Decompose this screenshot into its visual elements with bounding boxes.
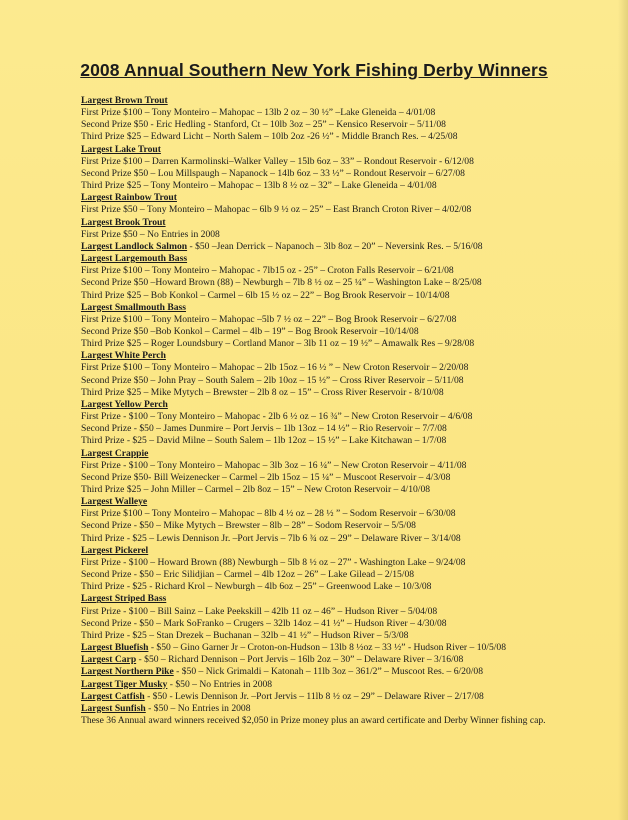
page-title: 2008 Annual Southern New York Fishing Derby Winners: [80, 60, 548, 80]
winner-entry: Second Prize - $50 – James Dunmire – Port Jervis – 1lb 13oz – 14 ½” – Rio Reservoir – 7/7/08: [81, 423, 447, 435]
winner-entry: First Prize $50 – No Entries in 2008: [81, 228, 220, 240]
category-line: [81, 691, 611, 703]
winner-entry: First Prize - $100 – Howard Brown (88) Newburgh – 5lb 8 ½ oz – 27” - Washington Lake – 9/24/08: [81, 556, 466, 568]
winners-list: [81, 95, 611, 727]
category-heading: Largest Crappie: [81, 447, 149, 459]
category-line: [81, 350, 611, 362]
category-heading: Largest Bluefish: [81, 642, 149, 654]
category-heading: Largest Tiger Musky: [81, 678, 168, 690]
winner-entry: First Prize $50 – Tony Monteiro – Mahopac – 6lb 9 ½ oz – 25” – East Branch Croton River – 4/02/08: [81, 204, 472, 216]
category-line: [81, 302, 611, 314]
category-line: [81, 217, 611, 229]
category-line: [81, 679, 611, 691]
category-heading: Largest Largemouth Bass: [81, 253, 188, 265]
category-line: [81, 399, 611, 411]
category-heading: Largest Brown Trout: [81, 95, 168, 106]
category-line: [81, 666, 611, 678]
winner-entry: First Prize - $100 – Tony Monteiro – Mahopac – 3lb 3oz – 16 ¼” – New Croton Reservoir – 4/11/08: [81, 459, 467, 471]
winner-entry: Second Prize $50 –Howard Brown (88) – Newburgh – 7lb 8 ½ oz – 25 ¼” – Washington Lake – 8/25/08: [81, 277, 482, 289]
category-line: [81, 703, 611, 715]
category-line: [81, 95, 611, 107]
winner-entry: Second Prize - $50 – Eric Silidjian – Carmel – 4lb 12oz – 26” – Lake Gilead – 2/15/08: [81, 569, 415, 581]
category-heading: Largest Catfish: [81, 690, 145, 702]
winner-entry: Third Prize $25 – Roger Loundsbury – Cortland Manor – 3lb 11 oz – 19 ½” – Amawalk Res – 9/28/08: [81, 338, 475, 350]
winner-entry: Third Prize $25 – Bob Konkol – Carmel – 6lb 15 ½ oz – 22” – Bog Brook Reservoir – 10/14/08: [81, 289, 450, 301]
category-line: [81, 448, 611, 460]
category-heading: Largest Rainbow Trout: [81, 192, 177, 204]
page-edge-shadow: [618, 0, 628, 820]
category-line: [81, 654, 611, 666]
winner-entry: First Prize $100 – Tony Monteiro – Mahopac –5lb 7 ½ oz – 22” – Bog Brook Reservoir – 6/27/08: [81, 313, 457, 325]
winner-entry: Third Prize $25 – Mike Mytych – Brewster – 2lb 8 oz – 15” – Cross River Reservoir - 8/10/08: [81, 386, 444, 398]
category-heading: Largest Lake Trout: [81, 143, 161, 155]
category-heading: Largest Brook Trout: [81, 216, 166, 228]
winner-entry: First Prize $100 – Tony Monteiro – Mahopac – 13lb 2 oz – 30 ½” –Lake Gleneida – 4/01/08: [81, 107, 436, 119]
category-heading: Largest Walleye: [81, 496, 148, 508]
winner-entry: - $50 –Jean Derrick – Napanoch – 3lb 8oz – 20” – Neversink Res. – 5/16/08: [187, 240, 483, 252]
winner-entry: Second Prize - $50 – Mark SoFranko – Crugers – 32lb 14oz – 41 ½” – Hudson River – 4/30/08: [81, 617, 447, 629]
winner-entry: Third Prize - $25 – David Milne – South Salem – 1lb 12oz – 15 ½” – Lake Kitchawan – 1/7/08: [81, 435, 447, 447]
winner-entry: Third Prize $25 – Edward Licht – North Salem – 10lb 2oz -26 ½” - Middle Branch Res. – 4/25/08: [81, 131, 458, 143]
category-line: [81, 192, 611, 204]
winner-entry: First Prize $100 – Darren Karmolinski–Walker Valley – 15lb 6oz – 33” – Rondout Reservoir - 6/12/08: [81, 155, 474, 167]
winner-entry: First Prize - $100 – Bill Sainz – Lake Peekskill – 42lb 11 oz – 46” – Hudson River – 5/04/08: [81, 605, 438, 617]
winner-entry: First Prize $100 – Tony Monteiro – Mahopac – 2lb 15oz – 16 ½ ” – New Croton Reservoir – 2/20/08: [81, 362, 469, 374]
category-heading: Largest Landlock Salmon: [81, 240, 188, 252]
winner-entry: - $50 – No Entries in 2008: [167, 678, 273, 690]
winner-entry: Third Prize - $25 – Lewis Dennison Jr. –Port Jervis – 7lb 6 ¾ oz – 29” – Delaware River – 3/14/08: [81, 532, 461, 544]
category-line: [81, 545, 611, 557]
winner-entry: First Prize $100 – Tony Monteiro – Mahopac - 7lb15 oz - 25” – Croton Falls Reservoir – 6/21/08: [81, 265, 454, 277]
winner-entry: Third Prize - $25 – Stan Drezek – Buchanan – 32lb – 41 ½” – Hudson River – 5/3/08: [81, 629, 409, 641]
category-line: [81, 593, 611, 605]
category-line: [81, 496, 611, 508]
summary-footer: These 36 Annual award winners received $2,050 in Prize money plus an award certificate and Derby Winner fishing cap.: [81, 714, 546, 726]
category-heading: Largest Northern Pike: [81, 666, 174, 678]
category-heading: Largest Carp: [81, 654, 137, 666]
category-heading: Largest Smallmouth Bass: [81, 301, 187, 313]
category-heading: Largest Sunfish: [81, 702, 146, 714]
category-heading: Largest Striped Bass: [81, 593, 167, 605]
category-heading: Largest White Perch: [81, 350, 166, 362]
winner-entry: Third Prize $25 – John Miller – Carmel – 2lb 8oz – 15” – New Croton Reservoir – 4/10/08: [81, 484, 431, 495]
winner-entry: Second Prize $50 –Bob Konkol – Carmel – 4lb – 19” – Bog Brook Reservoir –10/14/08: [81, 325, 419, 337]
category-heading: Largest Yellow Perch: [81, 398, 168, 410]
winner-entry: First Prize - $100 – Tony Monteiro – Mahopac - 2lb 6 ½ oz – 16 ¾” – New Croton Reservoir – 4/6/08: [81, 411, 473, 423]
category-line: [81, 144, 611, 156]
winner-entry: Second Prize $50 - Eric Hedling - Stanford, Ct – 10lb 3oz – 25” – Kensico Reservoir – 5/11/08: [81, 119, 446, 131]
winner-entry: Second Prize $50 – John Pray – South Salem – 2lb 10oz – 15 ½” – Cross River Reservoir – 5/11/08: [81, 374, 464, 386]
winner-entry: Third Prize $25 – Tony Monteiro – Mahopac – 13lb 8 ½ oz – 32” – Lake Gleneida – 4/01/08: [81, 180, 437, 192]
winner-entry: Second Prize $50 – Lou Millspaugh – Napanock – 14lb 6oz – 33 ½” – Rondout Reservoir – 6/27/08: [81, 167, 465, 179]
category-heading: Largest Pickerel: [81, 544, 149, 556]
category-line: [81, 642, 611, 654]
winner-entry: - $50 – Gino Garner Jr – Croton-on-Hudson – 13lb 8 ½oz – 33 ½” - Hudson River – 10/5/08: [148, 642, 507, 654]
category-line: [81, 253, 611, 265]
winner-entry: Third Prize - $25 - Richard Krol – Newburgh – 4lb 6oz – 25” – Greenwood Lake – 10/3/08: [81, 581, 432, 593]
category-line: [81, 241, 611, 253]
winner-entry: Second Prize $50- Bill Weizenecker – Carmel – 2lb 15oz – 15 ¼” – Muscoot Reservoir – 4/3/08: [81, 471, 451, 483]
winner-entry: - $50 – Richard Dennison – Port Jervis – 16lb 2oz – 30” – Delaware River – 3/16/08: [136, 654, 464, 666]
winner-entry: - $50 – No Entries in 2008: [145, 702, 251, 714]
winner-entry: Second Prize - $50 – Mike Mytych – Brewster – 8lb – 28” – Sodom Reservoir – 5/5/08: [81, 520, 416, 532]
winner-entry: - $50 – Nick Grimaldi – Katonah – 11lb 3oz – 361/2” – Muscoot Res. – 6/20/08: [173, 666, 484, 678]
winner-entry: - $50 - Lewis Dennison Jr. –Port Jervis – 11lb 8 ½ oz – 29” – Delaware River – 2/17/08: [144, 690, 484, 702]
winner-entry: First Prize $100 – Tony Monteiro – Mahopac – 8lb 4 ½ oz – 28 ½ ” – Sodom Reservoir – 6/30/08: [81, 508, 456, 520]
